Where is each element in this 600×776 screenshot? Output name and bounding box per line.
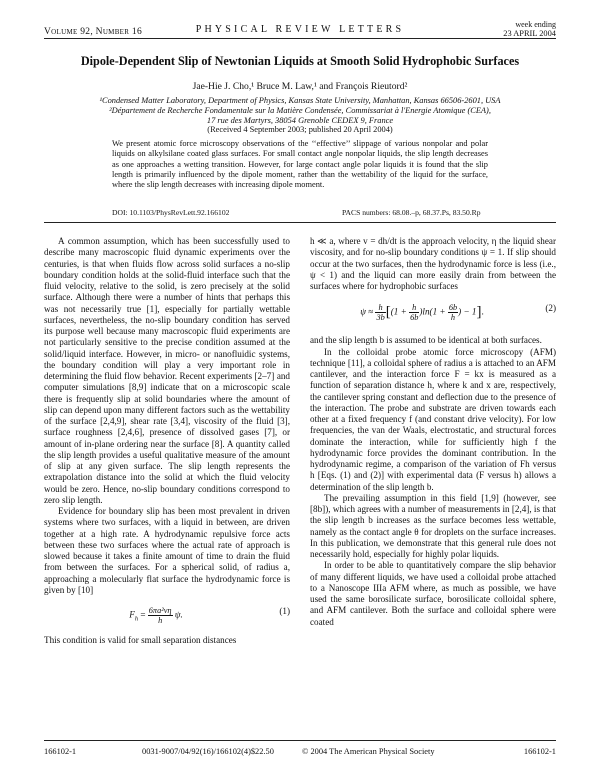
received-date: (Received 4 September 2003; published 20 April 2004) <box>207 125 393 135</box>
page-number-right: 166102-1 <box>523 747 556 756</box>
equation-1 <box>44 603 290 627</box>
paragraph: In the colloidal probe atomic force microscopy (AFM) technique [11], a colloidal sphere of radius a is attached to an AFM cantilever, and the interaction force F = kx is measured as a function of separation distance h, where k and x are, respectively, the cantilever spring constant and deflection due to the presence of the interaction. The probe and substrate are driven towards each other at a fixed frequency f (and constant drive velocity). For low frequencies, the van der Waals, electrostatic, and structural forces dominate the interaction, while for sufficiently high f the hydrodynamic force provides the dominant contribution. In the hydrodynamic regime, a comparison of the variation of Fh versus h [Eqs. (1) and (2)] with experimental data (F versus h) allows a determination of the slip length b. <box>310 346 556 492</box>
copyright: © 2004 The American Physical Society <box>302 747 435 756</box>
paragraph: h ≪ a, where v = dh/dt is the approach velocity, η the liquid shear viscosity, and for no-slip boundary conditions ψ = 1. If slip should occur at the two surfaces, then the hydrodynamic force is less (i.e., ψ < 1) and the liquid can more easily drain from between the surfaces where for hydrophobic surfaces <box>310 236 556 291</box>
paragraph: and the slip length b is assumed to be identical at both surfaces. <box>310 335 542 346</box>
affiliations <box>0 96 600 135</box>
eq2-f2-denominator: 6b <box>410 313 419 323</box>
eq2-f3-numerator: 6b <box>448 303 458 313</box>
eq2-fraction-3 <box>448 303 458 322</box>
paragraph: A common assumption, which has been successfully used to describe many macroscopic fluid dynamic experiments over the centuries, is that when fluids flow across solid surfaces a no-slip boundary condition holds at the solid-fluid interface such that the fluid velocity, relative to the solid, is zero precisely at the solid surface. Although there were a number of hints that perhaps this was not necessarily true [1], especially for partially wettable surfaces, nevertheless, the no-slip boundary condition has served its purpose well because many macroscopic fluid experiments are not particularly sensitive to the precise condition assumed at the solid/liquid interface. However, in micro- or nanofluidic systems, the boundary condition will play a very important role in determining the fluid flow behavior. Recent experiments [2–7] and computer simulations [8,9] indicate that on a microscopic scale there is frequently slip at solid boundaries where the amount of slip can depend upon many different factors such as the wettability of the surface [2,4,9], shear rate [3,4], viscosity of the fluid [3], surface roughness [2,4,6], presence of dissolved gases [7], or amount of in-plane ordering near the surface [8]. A quantity called the slip length provides a useful qualitative measure of the amount of slip at any given surface. The slip length represents the extrapolation distance into the solid at which the fluid velocity would be zero. Hence, no-slip boundary conditions correspond to zero slip length. <box>44 236 290 505</box>
article-code: 0031-9007/04/92(16)/166102(4)$22.50 <box>142 747 274 756</box>
equation-1-number: (1) <box>279 606 290 616</box>
abstract-rule <box>44 222 556 223</box>
volume-number: Volume 92, Number 16 <box>44 27 143 37</box>
paragraph: This condition is valid for small separation distances <box>44 635 237 645</box>
journal-name: PHYSICAL REVIEW LETTERS <box>195 24 405 35</box>
eq1-tail: ψ. <box>174 609 183 620</box>
equation-1-body <box>44 606 268 625</box>
eq2-mid-3: ) − 1 <box>458 306 477 317</box>
bracket-close: ] <box>476 304 482 321</box>
eq1-lhs: F <box>129 609 135 620</box>
equation-2-body <box>310 303 534 322</box>
abstract: We present atomic force microscopy observations of the ‘‘effective’’ slippage of various nonpolar and polar liquids on alkylsilane coated glass surfaces. For small contact angle nonpolar liquids, the slip length decreases as one approaches a wetting transition. However, for large contact angle polar liquids it is found that the slip length is primarily influenced by the dipole moment, rather than the wettability of the liquid for the surface, where the slip length decreases with increasing dipole moment. <box>112 139 488 190</box>
eq1-numerator: 6πa²vη <box>148 606 172 615</box>
eq2-period: . <box>481 306 484 317</box>
eq1-equals: = <box>138 609 148 620</box>
affiliation-2: ²Département de Recherche Fondamentale sur la Matière Condensée, Commissariat à l'Energie Atomique (CEA), <box>109 105 491 115</box>
eq1-subscript: h <box>134 615 139 623</box>
affiliation-2-address: 17 rue des Martyrs, 38054 Grenoble CEDEX 9, France <box>206 115 394 125</box>
eq1-denominator: h <box>158 616 163 625</box>
paper-title: Dipole-Dependent Slip of Newtonian Liquids at Smooth Solid Hydrophobic Surfaces <box>80 54 520 68</box>
pacs-numbers: PACS numbers: 68.08.–p, 68.37.Ps, 83.50.Rp <box>342 208 481 217</box>
paragraph: The prevailing assumption in this field [1,9] (however, see [8b]), which agrees with a number of measurements in [2,4], is that the slip length b increases as the surface becomes less wettable, namely as the contact angle θ for droplets on the surface increases. In this publication, we demonstrate that this general rule does not necessarily hold, especially for highly polar liquids. <box>310 492 556 559</box>
eq2-f1-denominator: 3b <box>376 313 385 323</box>
eq2-mid-2: )ln(1 + <box>419 306 448 317</box>
left-column <box>44 236 290 646</box>
bracket-open: [ <box>385 304 391 321</box>
eq2-f2-numerator: h <box>409 303 419 313</box>
eq2-f1-numerator: h <box>375 303 385 313</box>
week-ending-label: week ending <box>515 20 556 29</box>
doi: DOI: 10.1103/PhysRevLett.92.166102 <box>112 208 230 217</box>
equation-2 <box>310 299 556 327</box>
page-number-left: 166102-1 <box>44 747 77 756</box>
eq2-f3-denominator: h <box>450 313 456 323</box>
author-list: Jae-Hie J. Cho,¹ Bruce M. Law,¹ and François Rieutord² <box>192 81 408 92</box>
eq2-lhs: ψ ≈ <box>360 306 376 317</box>
footer-rule <box>44 740 556 741</box>
paragraph: Evidence for boundary slip has been most prevalent in driven systems where two surfaces, with a liquid in between, are driven together at a high rate. A hydrodynamic repulsive force acts between these two surfaces where the actual rate of approach is slowed because it takes a finite amount of time to drain the fluid from between the surfaces. For a spherical solid, of radius a, approaching a molecularly flat surface the hydrodynamic force is given by [10] <box>44 506 290 595</box>
eq1-fraction <box>148 606 173 625</box>
affiliation-1: ¹Condensed Matter Laboratory, Department of Physics, Kansas State University, Manhattan, Kansas 66506-2601, USA <box>99 96 501 105</box>
eq2-fraction-1 <box>375 303 385 322</box>
eq2-fraction-2 <box>409 303 419 322</box>
issue-date: 23 APRIL 2004 <box>503 29 556 38</box>
issue-date-block <box>503 20 556 38</box>
paragraph: In order to be able to quantitatively compare the slip behavior of many different liquids, we have used a colloidal probe attached to a Nanoscope IIIa AFM where, as much as possible, we have used the same borosilicate surface, borosilicate colloidal sphere, and AFM cantilever. Both the surface and colloidal sphere were coated <box>310 560 556 627</box>
header-rule <box>44 38 556 39</box>
right-column <box>310 236 556 628</box>
eq2-mid-1: (1 + <box>390 306 410 317</box>
equation-2-number: (2) <box>545 303 556 314</box>
